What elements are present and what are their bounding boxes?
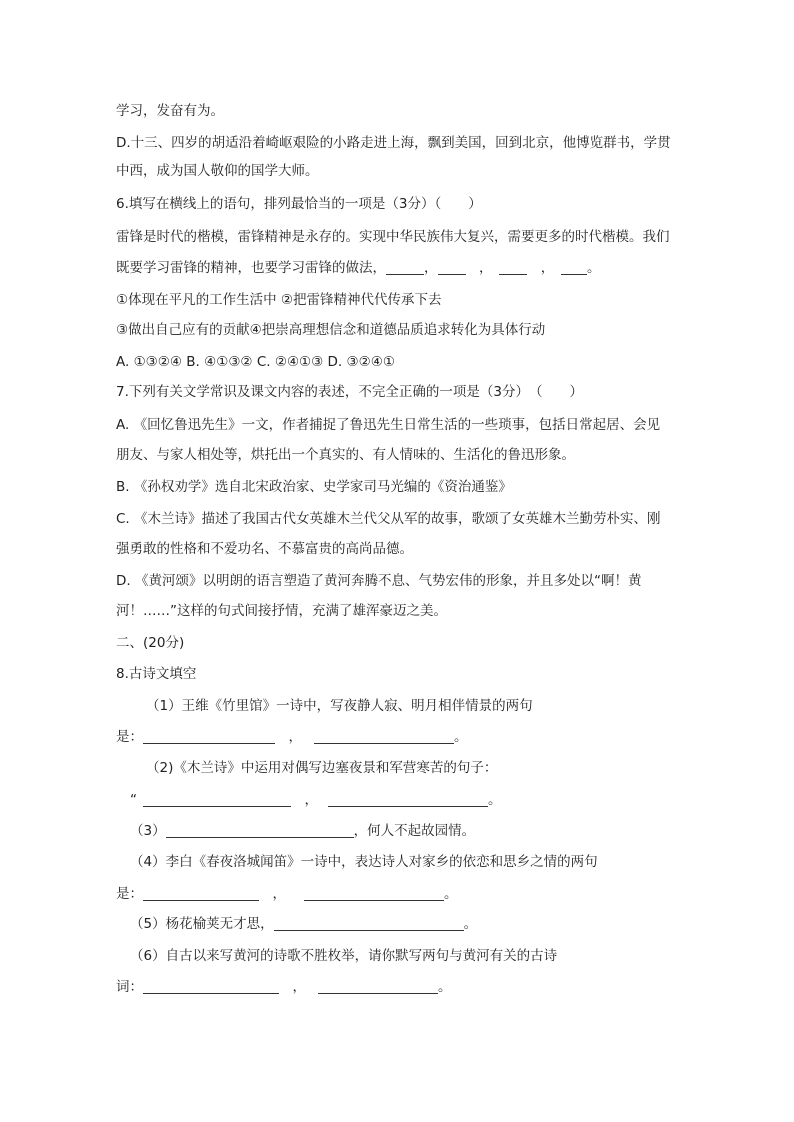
text-line: A. 《回忆鲁迅先生》一文，作者捕捉了鲁迅先生日常生活的一些琐事，包括日常起居、会见 [116, 417, 661, 433]
answer-blank[interactable] [304, 886, 444, 901]
question-6-options: ①体现在平凡的工作生活中 ②把雷锋精神代代传承下去 [116, 292, 442, 308]
text-line: B. 《孙权劝学》选自北宋政治家、史学家司马光编的《资治通鉴》 [116, 479, 512, 495]
text-line: 学习，发奋有为。 [116, 103, 224, 119]
answer-blank[interactable] [143, 886, 259, 901]
fill-line: 是： ， 。 [116, 886, 458, 902]
fill-line: “ ， 。 [130, 792, 502, 808]
answer-blank[interactable] [318, 979, 438, 994]
question-7-heading: 7.下列有关文学常识及课文内容的表述，不完全正确的一项是（3分） （ ） [116, 384, 583, 400]
text-line: （1）王维《竹里馆》一诗中，写夜静人寂、明月相伴情景的两句 [146, 698, 533, 714]
question-6-blank-line: 既要学习雷锋的精神，也要学习雷锋的做法， ， ， ， 。 [116, 260, 601, 276]
text-line: D.十三、四岁的胡适沿着崎岖艰险的小路走进上海，飘到美国，回到北京，他博览群书，学贯 [116, 135, 671, 151]
text-line: 强勇敢的性格和不爱功名、不慕富贵的高尚品德。 [116, 541, 413, 557]
text-line: （4）李白《春夜洛城闻笛》一诗中，表达诗人对家乡的依恋和思乡之情的两句 [130, 854, 598, 870]
answer-blank[interactable] [386, 260, 424, 275]
answer-blank[interactable] [314, 729, 454, 744]
answer-blank[interactable] [166, 823, 354, 838]
answer-blank[interactable] [274, 916, 464, 931]
fill-line: （3） ，何人不起故园情。 [130, 823, 476, 839]
answer-blank[interactable] [143, 792, 291, 807]
text-line: D. 《黄河颂》以明朗的语言塑造了黄河奔腾不息、气势宏伟的形象，并且多处以“啊！黄 [116, 573, 642, 589]
question-6-options: ③做出自己应有的贡献④把崇高理想信念和道德品质追求转化为具体行动 [116, 322, 546, 338]
answer-blank[interactable] [499, 260, 527, 275]
text-line: 中西，成为国人敬仰的国学大师。 [116, 163, 319, 179]
question-6-choices: A. ①③②④ B. ④①③② C. ②④①③ D. ③②④① [116, 354, 395, 370]
text-line: C. 《木兰诗》描述了我国古代女英雄木兰代父从军的故事，歌颂了女英雄木兰勤劳朴实、刚 [116, 511, 661, 527]
answer-blank[interactable] [438, 260, 466, 275]
question-8-heading: 8.古诗文填空 [116, 666, 197, 682]
section-heading: 二、(20分) [116, 635, 185, 651]
fill-line: 是： ， 。 [116, 729, 468, 745]
fill-line: 词： ， 。 [116, 979, 452, 995]
question-6-heading: 6.填写在横线上的语句，排列最恰当的一项是（3分）（ ） [116, 196, 482, 212]
text-line: （2)《木兰诗》中运用对偶写边塞夜景和军营寒苦的句子： [146, 760, 498, 776]
text-line: 朋友、与家人相处等，烘托出一个真实的、有人情味的、生活化的鲁迅形象。 [116, 447, 575, 463]
answer-blank[interactable] [143, 979, 279, 994]
fill-line: （5）杨花榆荚无才思， 。 [130, 916, 478, 932]
answer-blank[interactable] [143, 729, 275, 744]
text-line: 雷锋是时代的楷模，雷锋精神是永存的。实现中华民族伟大复兴，需要更多的时代楷模。我们 [116, 229, 670, 245]
answer-blank[interactable] [561, 260, 587, 275]
text-line: 河！……”这样的句式间接抒情，充满了雄浑豪迈之美。 [116, 603, 447, 619]
text-line: （6）自古以来写黄河的诗歌不胜枚举，请你默写两句与黄河有关的古诗 [130, 948, 558, 964]
answer-blank[interactable] [328, 792, 488, 807]
